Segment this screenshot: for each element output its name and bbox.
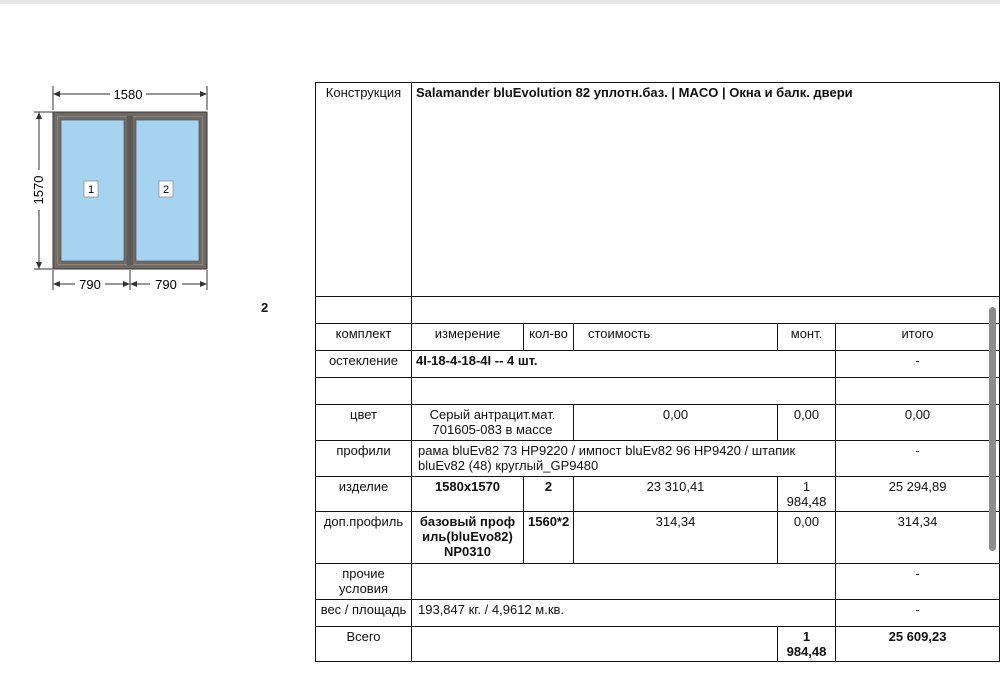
item-number: 2 [261,300,269,315]
sash-width-label-right: 790 [155,277,177,292]
window-drawing-svg [20,80,220,295]
product-total: 25 294,89 [836,477,1000,512]
construction-value: Salamander bluEvolution 82 уплотн.баз. | MACO | Окна и балк. двери [412,83,1000,297]
extra-profile-cost: 314,34 [574,512,778,564]
other-conditions-total: - [836,564,1000,600]
spacer-cell-wide [412,297,1000,324]
weight-area-total: - [836,600,1000,627]
header-total: итого [836,324,1000,351]
empty-cell [316,378,412,405]
extra-profile-qty: 1560*2 [524,512,574,564]
color-row [316,405,1000,441]
sash-width-label-left: 790 [79,277,101,292]
profiles-label: профили [316,441,412,477]
product-label: изделие [316,477,412,512]
color-cost: 0,00 [574,405,778,441]
profiles-total: - [836,441,1000,477]
empty-row [316,378,1000,405]
sum-empty [412,627,778,662]
extra-profile-row [316,512,1000,564]
color-value: Серый антрацит.мат. 701605-083 в массе [412,405,574,441]
specification-table [315,82,1000,662]
weight-area-row [316,600,1000,627]
other-conditions-value [412,564,836,600]
empty-cell-wide [412,378,836,405]
height-dimension-label: 1570 [31,175,46,205]
product-install: 1 984,48 [778,477,836,512]
extra-profile-install: 0,00 [778,512,836,564]
product-cost: 23 310,41 [574,477,778,512]
sum-label: Всего [316,627,412,662]
glazing-row [316,351,1000,378]
extra-profile-measure: базовый профиль(bluEvo82) NP0310 [412,512,524,564]
sum-row [316,627,1000,662]
color-label: цвет [316,405,412,441]
top-border-line [0,0,1000,4]
weight-area-value: 193,847 кг. / 4,9612 м.кв. [412,600,836,627]
construction-row [316,83,1000,297]
header-measure: измерение [412,324,524,351]
extra-profile-label: доп.профиль [316,512,412,564]
spacer-cell [316,297,412,324]
profiles-row [316,441,1000,477]
vertical-scrollbar[interactable] [989,307,996,551]
sum-total: 25 609,23 [836,627,1000,662]
construction-label: Конструкция [316,83,412,297]
product-row [316,477,1000,512]
other-conditions-label: прочие условия [316,564,412,600]
header-kit: комплект [316,324,412,351]
sum-install: 1 984,48 [778,627,836,662]
header-qty: кол-во [524,324,574,351]
spacer-row [316,297,1000,324]
product-qty: 2 [524,477,574,512]
empty-cell-total [836,378,1000,405]
width-dimension-label: 1580 [113,87,143,102]
product-measure: 1580x1570 [412,477,524,512]
color-total: 0,00 [836,405,1000,441]
window-drawing [20,80,220,295]
color-install: 0,00 [778,405,836,441]
header-row [316,324,1000,351]
profiles-value: рама bluEv82 73 HP9220 / импост bluEv82 96 HP9420 / штапик bluEv82 (48) круглый_GP9480 [412,441,836,477]
glazing-label: остекление [316,351,412,378]
weight-area-label: вес / площадь [316,600,412,627]
glazing-total: - [836,351,1000,378]
extra-profile-total: 314,34 [836,512,1000,564]
header-cost: стоимость [574,324,778,351]
other-conditions-row [316,564,1000,600]
glazing-value: 4I-18-4-18-4I -- 4 шт. [412,351,836,378]
sash-number-1: 1 [87,184,95,196]
header-install: монт. [778,324,836,351]
sash-number-2: 2 [162,184,170,196]
